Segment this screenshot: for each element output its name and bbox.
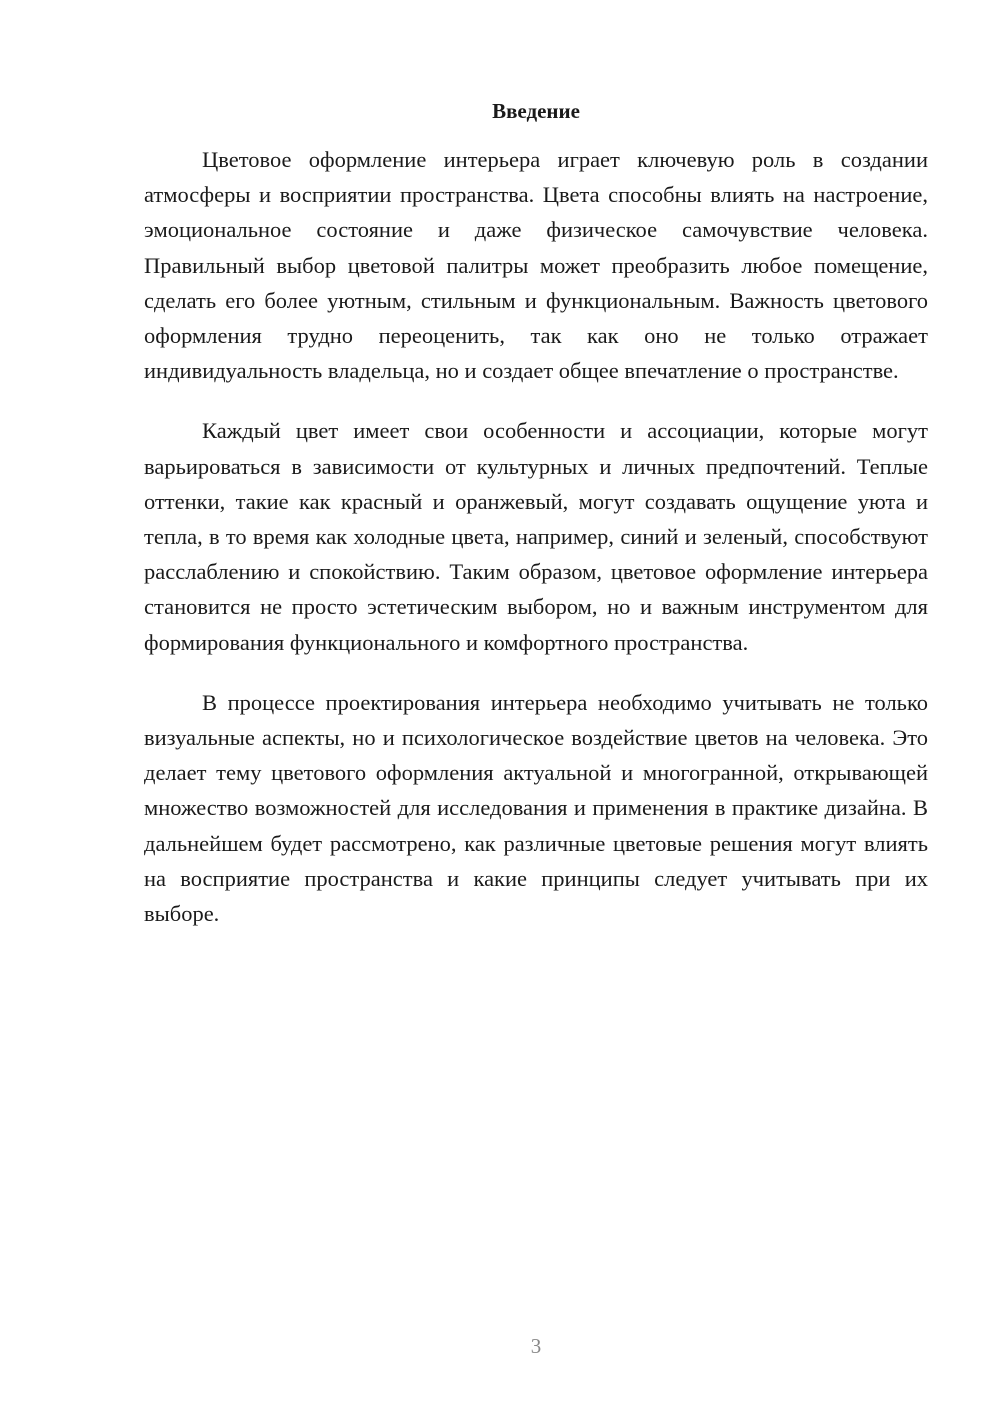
page-number: 3 — [530, 1334, 542, 1358]
paragraph-2: Каждый цвет имеет свои особенности и ассоциации, которые могут варьироваться в зависимости от культурных и личных предпочтений. Теплые оттенки, такие как красный и оранжевый, могут создавать ощущение уюта и тепла, в то время как холодные цвета, например, синий и зеленый, способствуют расслаблению и спокойствию. Таким образом, цветовое оформление интерьера становится не просто эстетическим выбором, но и важным инструментом для формирования функционального и комфортного пространства. — [144, 418, 928, 655]
paragraph-1: Цветовое оформление интерьера играет ключевую роль в создании атмосферы и восприятии пространства. Цвета способны влиять на настроение, эмоциональное состояние и даже физическое самочувствие человека. Правильный выбор цветовой палитры может преобразить любое помещение, сделать его более уютным, стильным и функциональным. Важность цветового оформления трудно переоценить, так как оно не только отражает индивидуальность владельца, но и создает общее впечатление о пространстве. — [144, 147, 928, 384]
page-content — [144, 96, 928, 956]
section-heading: Введение — [492, 99, 580, 123]
paragraph-3: В процессе проектирования интерьера необходимо учитывать не только визуальные аспекты, но и психологическое воздействие цветов на человека. Это делает тему цветового оформления актуальной и многогранной, открывающей множество возможностей для исследования и применения в практике дизайна. В дальнейшем будет рассмотрено, как различные цветовые решения могут влиять на восприятие пространства и какие принципы следует учитывать при их выборе. — [144, 689, 928, 927]
